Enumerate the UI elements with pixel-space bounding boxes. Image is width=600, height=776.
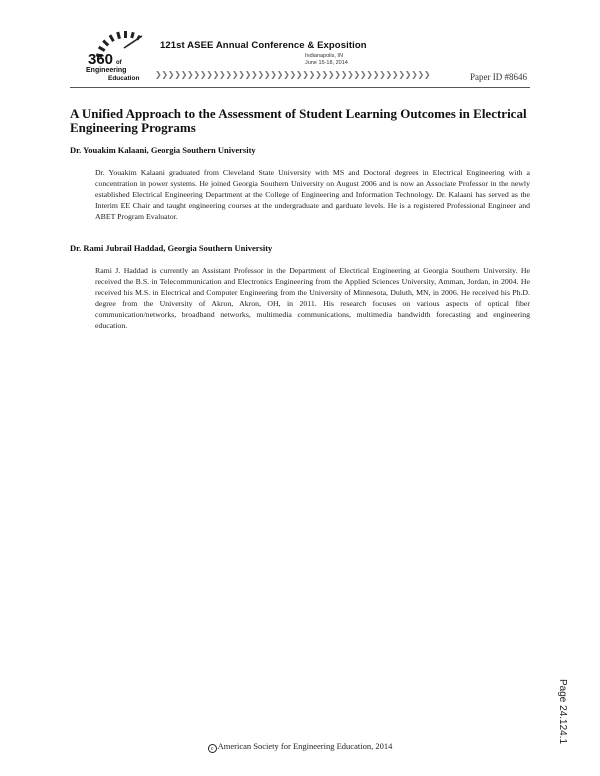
logo-line-1: Engineering: [86, 67, 127, 74]
conference-location: [305, 53, 348, 67]
logo-number: 360: [88, 51, 114, 68]
conference-header: [0, 0, 600, 92]
conference-title: 121st ASEE Annual Conference & Exposition: [160, 40, 367, 51]
asee-360-logo-icon: [84, 22, 164, 82]
paper-id: Paper ID #8646: [470, 72, 527, 82]
author-bio: Rami J. Haddad is currently an Assistant Professor in the Department of Electrical Engineering at Georgia Southern University. He received the B.S. in Telecommunication and Electronics Engineering from the Applied Sciences University, Amman, Jordan, in 2004. He received his M.S. in Electrical and Computer Engineering from the University of Minnesota, Duluth, MN, in 2006. He received his Ph.D. degree from the University of Akron, Akron, OH, in 2011. His research focuses on various aspects of optical fiber communication/networks, broadband networks, multimedia communications, multimedia bandwidth forecasting and engineering education.: [95, 266, 530, 330]
footer-text: American Society for Engineering Education, 2014: [217, 741, 393, 751]
page-number: Page 24.124.1: [557, 679, 568, 745]
copyright-icon: c: [208, 744, 217, 753]
conference-dates: June 15-18, 2014: [305, 60, 348, 66]
decorative-chevron-band: ❯❯❯❯❯❯❯❯❯❯❯❯❯❯❯❯❯❯❯❯❯❯❯❯❯❯❯❯❯❯❯❯❯❯❯❯❯❯❯❯❯❯❯: [155, 70, 431, 79]
author-name: Dr. Rami Jubrail Haddad, Georgia Southern University: [70, 243, 273, 253]
header-divider: [70, 87, 530, 88]
author-name: Dr. Youakim Kalaani, Georgia Southern University: [70, 145, 256, 155]
footer-copyright: [0, 741, 600, 753]
logo-of: of: [116, 60, 122, 66]
paper-title: A Unified Approach to the Assessment of Student Learning Outcomes in Electrical Engineering Programs: [70, 106, 527, 135]
conference-city: Indianapolis, IN: [305, 53, 343, 59]
logo-line-2: Education: [108, 75, 140, 82]
author-bio: Dr. Youakim Kalaani graduated from Cleveland State University with MS and Doctoral degrees in Electrical Engineering with a concentration in power systems. He joined Georgia Southern University on August 2006 and is now an Associate Professor in the newly established Electrical Engineering Department at the College of Engineering and Information Technology. Dr. Kalaani has served as the Interim EE Chair and taught engineering courses at the undergraduate and garduate levels. He is a registered Professional Engineer and ABET Program Evaluator.: [95, 168, 530, 221]
